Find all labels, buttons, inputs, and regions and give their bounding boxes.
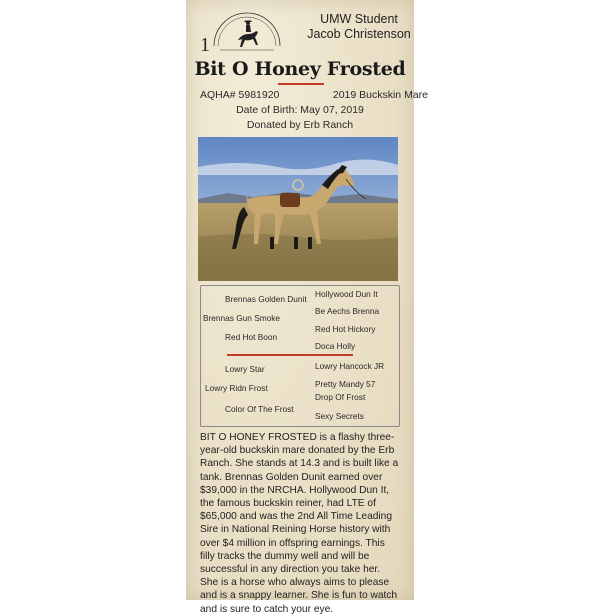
dam-ggsire-2: Drop Of Frost [315,392,366,402]
dam-granddam: Color Of The Frost [225,404,294,414]
dam-ggdam-2: Sexy Secrets [315,411,364,421]
sire-ggsire-2: Red Hot Hickory [315,324,376,334]
student-title: UMW Student [320,12,398,26]
registration-row [186,89,442,101]
horse-short-description: 2019 Buckskin Mare [332,89,428,101]
sire-granddam: Red Hot Boon [225,332,278,342]
sire: Brennas Gun Smoke [203,313,281,323]
colt-challenge-logo [208,6,286,58]
registration-number: AQHA# 5981920 [200,89,280,101]
sire-ggdam-1: Be Aechs Brenna [315,306,380,316]
lot-number: 1 [200,34,210,56]
student-info [304,12,414,42]
sale-lot-card [186,0,428,615]
pedigree-divider [227,354,353,356]
dam: Lowry Ridn Frost [205,383,268,393]
pedigree-chart [200,285,400,427]
title-underline [278,83,324,85]
donor: Donated by Erb Ranch [246,119,354,131]
sire-grandsire: Brennas Golden Dunit [225,294,307,304]
sire-ggsire-1: Hollywood Dun It [315,289,378,299]
dam-ggsire-1: Lowry Hancock JR [315,361,385,371]
horse-description: BIT O HONEY FROSTED is a flashy three-year-old buckskin mare donated by the Erb Ranch. She stands at 14.3 and is built like a tank. Brennas Golden Dunit earned over $39,000 in the NRCHA. Hollywood Dun It, the famous buckskin reiner, had LTE of $65,000 and was the 2nd All Time Leading Sire in National Reining Horse history with over $4 million in offspring earnings. This filly tracks the dummy well and will be successful in any direction you take her. She is a horse who always aims to please and is a snappy learner. She is fun to watch and is sure to catch your eye. [200,432,399,615]
dam-grandsire: Lowry Star [225,364,265,374]
student-name: Jacob Christenson [307,27,411,41]
sire-ggdam-2: Doca Holly [315,341,356,351]
dam-ggdam-1: Pretty Mandy 57 [315,379,376,389]
date-of-birth: Date of Birth: May 07, 2019 [236,104,364,116]
horse-name-title: Bit O Honey Frosted [194,58,406,80]
horse-photo [198,137,398,281]
